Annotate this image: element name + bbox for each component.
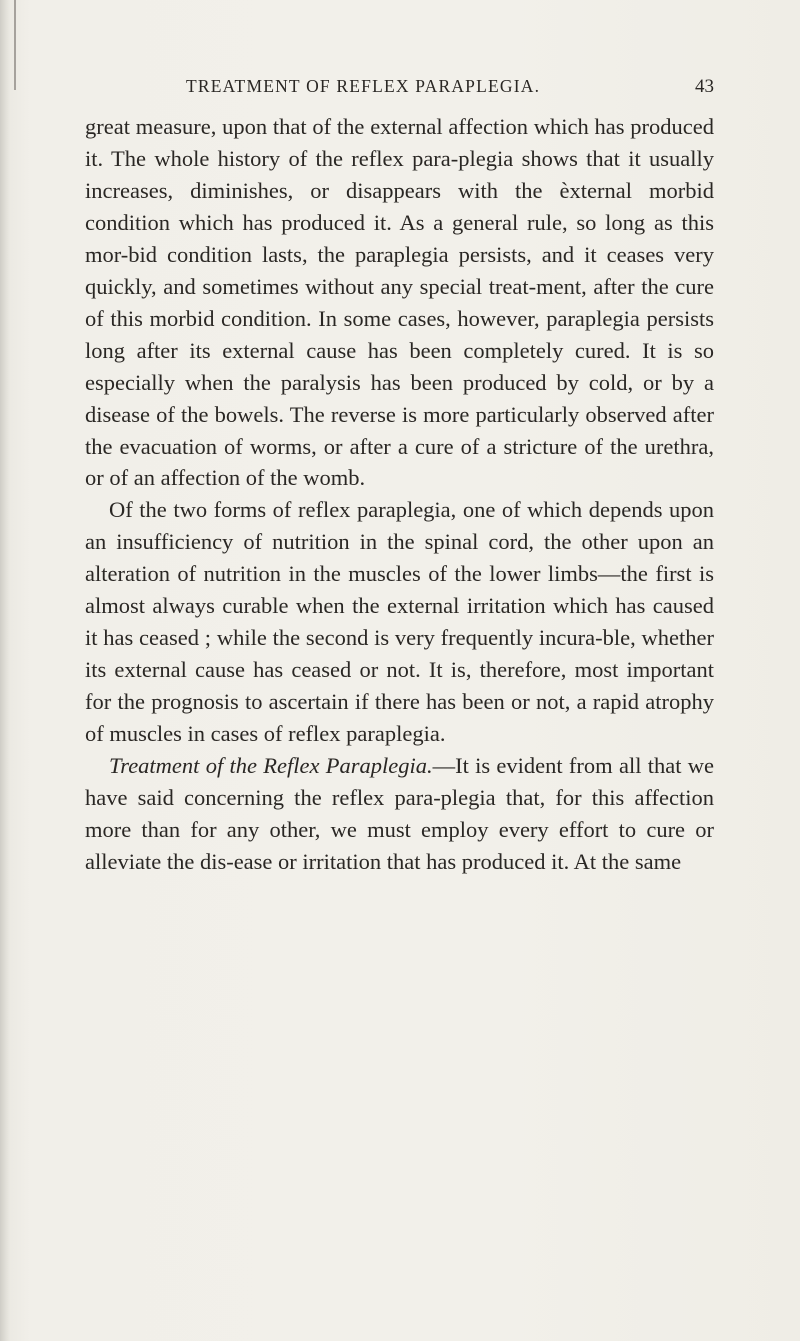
section-heading: Treatment of the Reflex Paraplegia. <box>109 753 433 779</box>
page-binding-edge <box>0 0 10 1341</box>
running-title: TREATMENT OF REFLEX PARAPLEGIA. <box>186 76 541 96</box>
body-text <box>85 111 714 878</box>
paragraph-3 <box>85 750 714 878</box>
page-number: 43 <box>695 76 714 97</box>
paragraph-2 <box>85 494 714 750</box>
paragraph-1-text: great measure, upon that of the external affection which has produced it. The whole history of the reflex para-plegia shows that it usually increases, diminishes, or disappears with the èxternal morbid condition which has produced it. As a general rule, so long as this mor-bid condition lasts, the paraplegia persists, and it ceases very quickly, and sometimes without any special treat-ment, after the cure of this morbid condition. In some cases, however, paraplegia persists long after its external cause has been completely cured. It is so especially when the paralysis has been produced by cold, or by a disease of the bowels. The reverse is more particularly observed after the evacuation of worms, or after a cure of a stricture of the urethra, or of an affection of the womb. <box>85 114 714 491</box>
paragraph-2-text: Of the two forms of reflex paraplegia, one of which depends upon an insufficiency of nutrition in the spinal cord, the other upon an alteration of nutrition in the muscles of the lower limbs—the first is almost always curable when the external irritation which has caused it has ceased ; while the second is very frequently incura-ble, whether its external cause has ceased or not. It is, therefore, most important for the prognosis to ascertain if there has been or not, a rapid atrophy of muscles in cases of reflex paraplegia. <box>85 497 714 747</box>
paragraph-1 <box>85 111 714 494</box>
paragraph-3-text: —It is evident from all that we have said concerning the reflex para-plegia that, for this affection more than for any other, we must employ every effort to cure or alleviate the dis-ease or irritation that has produced it. At the same <box>85 753 714 874</box>
page-binding-line <box>14 0 16 90</box>
page-header <box>186 76 714 100</box>
